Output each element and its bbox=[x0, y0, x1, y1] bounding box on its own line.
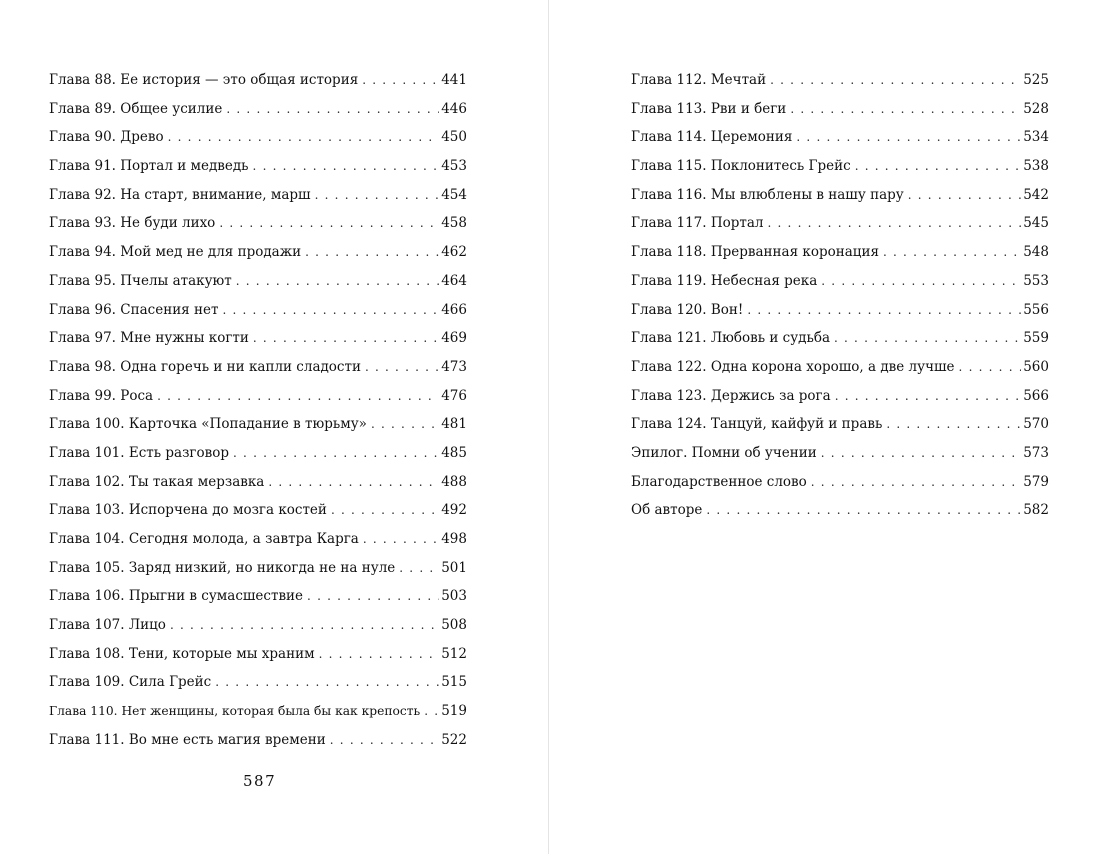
toc-entry bbox=[49, 697, 467, 726]
dot-leader bbox=[790, 95, 1021, 124]
chapter-title: Глава 114. Церемония bbox=[631, 129, 793, 146]
chapter-title: Глава 110. Нет женщины, которая была бы как крепость bbox=[49, 704, 421, 719]
dot-leader bbox=[253, 152, 440, 181]
chapter-title: Глава 122. Одна корона хорошо, а две лучше bbox=[631, 358, 955, 375]
toc-entry bbox=[49, 267, 467, 296]
chapter-title: Глава 101. Есть разговор bbox=[49, 444, 230, 461]
toc-entry bbox=[49, 582, 467, 611]
chapter-page-number: 522 bbox=[441, 731, 467, 748]
chapter-title: Глава 95. Пчелы атакуют bbox=[49, 272, 232, 289]
dot-leader bbox=[330, 726, 439, 755]
toc-entry bbox=[49, 726, 467, 755]
chapter-title: Глава 89. Общее усилие bbox=[49, 100, 223, 117]
chapter-title: Глава 123. Держись за рога bbox=[631, 387, 831, 404]
chapter-page-number: 556 bbox=[1023, 301, 1049, 318]
chapter-title: Глава 91. Портал и медведь bbox=[49, 158, 249, 175]
chapter-title: Глава 102. Ты такая мерзавка bbox=[49, 473, 265, 490]
toc-entry bbox=[631, 152, 1049, 181]
dot-leader bbox=[363, 525, 439, 554]
dot-leader bbox=[855, 152, 1022, 181]
toc-entry bbox=[49, 152, 467, 181]
dot-leader bbox=[315, 181, 440, 210]
toc-entry bbox=[631, 496, 1049, 525]
dot-leader bbox=[706, 496, 1021, 525]
dot-leader bbox=[959, 353, 1022, 382]
chapter-title: Глава 92. На старт, внимание, марш bbox=[49, 186, 311, 203]
chapter-page-number: 446 bbox=[441, 100, 467, 117]
chapter-page-number: 473 bbox=[441, 358, 467, 375]
toc-entry bbox=[631, 439, 1049, 468]
chapter-title: Глава 118. Прерванная коронация bbox=[631, 244, 879, 261]
chapter-title: Глава 112. Мечтай bbox=[631, 72, 767, 88]
chapter-title: Глава 90. Древо bbox=[49, 129, 164, 146]
chapter-page-number: 469 bbox=[441, 330, 467, 347]
chapter-page-number: 566 bbox=[1023, 387, 1049, 404]
chapter-title: Глава 104. Сегодня молода, а завтра Карга bbox=[49, 531, 359, 547]
dot-leader bbox=[834, 324, 1021, 353]
chapter-title: Глава 107. Лицо bbox=[49, 617, 166, 634]
dot-leader bbox=[305, 238, 439, 267]
chapter-page-number: 453 bbox=[441, 158, 467, 175]
dot-leader bbox=[168, 123, 440, 152]
chapter-page-number: 488 bbox=[441, 473, 467, 490]
chapter-title: Глава 115. Поклонитесь Грейс bbox=[631, 158, 851, 175]
dot-leader bbox=[747, 296, 1021, 325]
dot-leader bbox=[821, 439, 1021, 468]
chapter-title: Глава 103. Испорчена до мозга костей bbox=[49, 502, 327, 519]
chapter-title: Глава 100. Карточка «Попадание в тюрьму» bbox=[49, 416, 367, 433]
chapter-title: Глава 109. Сила Грейс bbox=[49, 674, 212, 691]
chapter-page-number: 498 bbox=[441, 531, 467, 547]
chapter-page-number: 579 bbox=[1023, 473, 1049, 490]
dot-leader bbox=[770, 66, 1021, 95]
toc-entry bbox=[631, 267, 1049, 296]
toc-entry bbox=[49, 382, 467, 411]
toc-entry bbox=[49, 410, 467, 439]
toc-entry bbox=[631, 238, 1049, 267]
toc-entry bbox=[49, 525, 467, 554]
table-of-contents-left bbox=[49, 66, 467, 755]
toc-entry bbox=[49, 496, 467, 525]
chapter-page-number: 454 bbox=[441, 186, 467, 203]
right-page bbox=[549, 0, 1101, 854]
toc-entry bbox=[49, 95, 467, 124]
dot-leader bbox=[233, 439, 439, 468]
toc-entry bbox=[49, 324, 467, 353]
toc-entry bbox=[49, 554, 467, 583]
chapter-page-number: 528 bbox=[1023, 100, 1049, 117]
chapter-title: Глава 120. Вон! bbox=[631, 301, 744, 318]
chapter-page-number: 538 bbox=[1023, 158, 1049, 175]
chapter-page-number: 534 bbox=[1023, 129, 1049, 146]
chapter-title: Глава 124. Танцуй, кайфуй и правь bbox=[631, 416, 883, 433]
chapter-page-number: 466 bbox=[441, 301, 467, 318]
chapter-page-number: 503 bbox=[441, 588, 467, 605]
dot-leader bbox=[796, 123, 1021, 152]
chapter-page-number: 450 bbox=[441, 129, 467, 146]
chapter-title: Глава 97. Мне нужны когти bbox=[49, 330, 249, 347]
toc-entry bbox=[49, 468, 467, 497]
dot-leader bbox=[424, 697, 439, 726]
toc-entry bbox=[631, 66, 1049, 95]
chapter-page-number: 501 bbox=[441, 559, 467, 576]
chapter-page-number: 525 bbox=[1023, 72, 1049, 88]
toc-entry bbox=[631, 324, 1049, 353]
toc-entry bbox=[49, 353, 467, 382]
chapter-page-number: 462 bbox=[441, 244, 467, 261]
toc-entry bbox=[49, 668, 467, 697]
table-of-contents-right bbox=[631, 66, 1049, 525]
dot-leader bbox=[253, 324, 439, 353]
toc-entry bbox=[49, 439, 467, 468]
dot-leader bbox=[886, 410, 1021, 439]
toc-entry bbox=[49, 640, 467, 669]
chapter-page-number: 582 bbox=[1023, 502, 1049, 519]
chapter-title: Глава 111. Во мне есть магия времени bbox=[49, 731, 326, 748]
dot-leader bbox=[399, 554, 439, 583]
chapter-page-number: 559 bbox=[1023, 330, 1049, 347]
toc-entry bbox=[49, 123, 467, 152]
dot-leader bbox=[170, 611, 439, 640]
toc-entry bbox=[631, 382, 1049, 411]
toc-entry bbox=[631, 181, 1049, 210]
toc-entry bbox=[631, 353, 1049, 382]
toc-entry bbox=[49, 209, 467, 238]
chapter-page-number: 508 bbox=[441, 617, 467, 634]
toc-entry bbox=[49, 238, 467, 267]
chapter-title: Эпилог. Помни об учении bbox=[631, 444, 817, 461]
dot-leader bbox=[883, 238, 1021, 267]
chapter-title: Глава 96. Спасения нет bbox=[49, 301, 219, 318]
chapter-page-number: 512 bbox=[441, 645, 467, 662]
chapter-title: Глава 116. Мы влюблены в нашу пару bbox=[631, 186, 904, 203]
chapter-title: Глава 94. Мой мед не для продажи bbox=[49, 244, 302, 261]
chapter-page-number: 481 bbox=[441, 416, 467, 433]
dot-leader bbox=[908, 181, 1021, 210]
toc-entry bbox=[631, 209, 1049, 238]
chapter-title: Глава 93. Не буди лихо bbox=[49, 215, 216, 232]
dot-leader bbox=[371, 410, 439, 439]
chapter-title: Глава 106. Прыгни в сумасшествие bbox=[49, 588, 304, 605]
chapter-page-number: 441 bbox=[441, 72, 467, 88]
dot-leader bbox=[222, 296, 439, 325]
dot-leader bbox=[365, 353, 439, 382]
toc-entry bbox=[631, 123, 1049, 152]
dot-leader bbox=[331, 496, 439, 525]
toc-entry bbox=[49, 296, 467, 325]
chapter-title: Глава 88. Ее история — это общая история bbox=[49, 72, 359, 88]
dot-leader bbox=[319, 640, 440, 669]
chapter-page-number: 570 bbox=[1023, 416, 1049, 433]
toc-entry bbox=[49, 66, 467, 95]
toc-entry bbox=[49, 181, 467, 210]
chapter-page-number: 573 bbox=[1023, 444, 1049, 461]
dot-leader bbox=[215, 668, 439, 697]
left-page bbox=[0, 0, 548, 854]
chapter-title: Глава 105. Заряд низкий, но никогда не на нуле bbox=[49, 559, 396, 576]
chapter-page-number: 560 bbox=[1023, 358, 1049, 375]
chapter-page-number: 542 bbox=[1023, 186, 1049, 203]
chapter-page-number: 553 bbox=[1023, 272, 1049, 289]
chapter-title: Глава 119. Небесная река bbox=[631, 272, 818, 289]
chapter-page-number: 458 bbox=[441, 215, 467, 232]
chapter-title: Благодарственное слово bbox=[631, 473, 807, 490]
dot-leader bbox=[236, 267, 439, 296]
dot-leader bbox=[362, 66, 439, 95]
dot-leader bbox=[157, 382, 439, 411]
chapter-page-number: 548 bbox=[1023, 244, 1049, 261]
dot-leader bbox=[811, 468, 1021, 497]
chapter-title: Глава 117. Портал bbox=[631, 215, 764, 232]
chapter-page-number: 464 bbox=[441, 272, 467, 289]
chapter-title: Глава 98. Одна горечь и ни капли сладости bbox=[49, 358, 361, 375]
dot-leader bbox=[821, 267, 1021, 296]
dot-leader bbox=[226, 95, 439, 124]
chapter-title: Глава 108. Тени, которые мы храним bbox=[49, 645, 315, 662]
chapter-page-number: 519 bbox=[441, 703, 467, 720]
chapter-page-number: 485 bbox=[441, 444, 467, 461]
dot-leader bbox=[219, 209, 439, 238]
toc-entry bbox=[49, 611, 467, 640]
dot-leader bbox=[768, 209, 1022, 238]
toc-entry bbox=[631, 296, 1049, 325]
chapter-title: Глава 99. Роса bbox=[49, 387, 154, 404]
chapter-title: Об авторе bbox=[631, 502, 703, 519]
dot-leader bbox=[835, 382, 1022, 411]
chapter-page-number: 545 bbox=[1023, 215, 1049, 232]
chapter-title: Глава 121. Любовь и судьба bbox=[631, 330, 830, 347]
toc-entry bbox=[631, 410, 1049, 439]
dot-leader bbox=[307, 582, 439, 611]
chapter-title: Глава 113. Рви и беги bbox=[631, 100, 787, 117]
chapter-page-number: 515 bbox=[441, 674, 467, 691]
toc-entry bbox=[631, 468, 1049, 497]
page-number: 587 bbox=[243, 772, 277, 790]
chapter-page-number: 476 bbox=[441, 387, 467, 404]
dot-leader bbox=[268, 468, 439, 497]
toc-entry bbox=[631, 95, 1049, 124]
chapter-page-number: 492 bbox=[441, 502, 467, 519]
